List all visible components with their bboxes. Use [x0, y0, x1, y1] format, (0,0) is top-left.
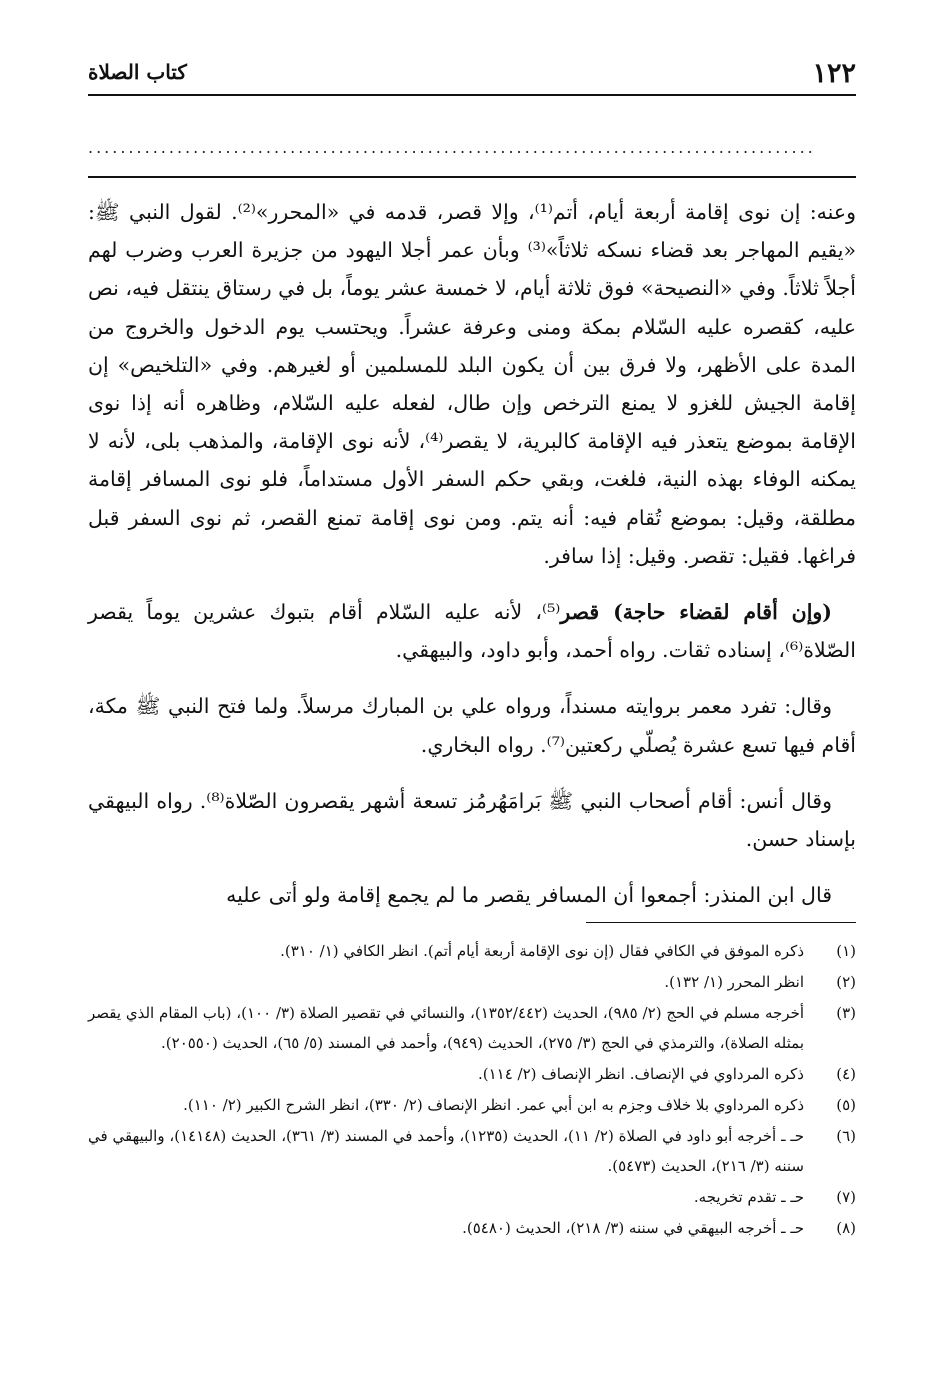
footnote — [88, 1121, 856, 1181]
footnote-number: (٨) — [836, 1219, 856, 1237]
footnotes — [88, 936, 856, 1244]
footnote-rule — [586, 922, 856, 923]
running-header — [88, 58, 856, 98]
footnote — [88, 1090, 856, 1120]
footnote — [88, 967, 856, 997]
footnote — [88, 1213, 856, 1243]
footnote-text: حـ ـ أخرجه البيهقي في سننه (٣/ ٢١٨)، الحديث (٥٤٨٠). — [462, 1219, 804, 1237]
footnote — [88, 1059, 856, 1089]
footnote-number: (٦) — [836, 1127, 856, 1145]
footnote-number: (٤) — [836, 1065, 856, 1083]
footnote — [88, 936, 856, 966]
page-number: ١٢٢ — [812, 58, 856, 89]
footnote-text: ذكره المرداوي بلا خلاف وجزم به ابن أبي عمر. انظر الإنصاف (٢/ ٣٣٠)، انظر الشرح الكبير (٢/ ١١٠). — [183, 1096, 804, 1114]
paragraph-2-text: ⁽⁵⁾، لأنه عليه السّلام أقام بتبوك عشرين يوماً يقصر الصّلاة⁽⁶⁾، إسناده ثقات. رواه أحمد، وأبو داود، والبيهقي. — [88, 600, 856, 663]
book-title: كتاب الصلاة — [88, 60, 187, 84]
paragraph-5: قال ابن المنذر: أجمعوا أن المسافر يقصر ما لم يجمع إقامة ولو أتى عليه — [226, 883, 832, 908]
header-rule — [88, 94, 856, 96]
elision-dots: .......................................................................................... — [88, 138, 816, 157]
footnote-text: ذكره المرداوي في الإنصاف. انظر الإنصاف (٢/ ١١٤). — [477, 1065, 804, 1083]
footnote-number: (٣) — [836, 1004, 856, 1022]
footnote — [88, 998, 856, 1058]
footnote-number: (٢) — [836, 973, 856, 991]
paragraph-2 — [88, 593, 856, 669]
footnote-number: (٥) — [836, 1096, 856, 1114]
footnote-text: حـ ـ أخرجه أبو داود في الصلاة (٢/ ١١)، الحديث (١٢٣٥)، وأحمد في المسند (٣/ ٣٦١)، الحديث (١٤١٤٨)، والبيهقي في سننه (٣/ ٢١٦)، الحديث (٥٤٧٣). — [88, 1127, 804, 1175]
footnote-text: حـ ـ تقدم تخريجه. — [693, 1188, 804, 1206]
footnote-text: انظر المحرر (١/ ١٣٢). — [664, 973, 804, 991]
footnote — [88, 1182, 856, 1212]
paragraph-3: وقال: تفرد معمر بروايته مسنداً، ورواه علي بن المبارك مرسلاً. ولما فتح النبي ﷺ مكة، أقام فيها تسع عشرة يُصلّي ركعتين⁽⁷⁾. رواه البخاري. — [88, 694, 856, 757]
matn-quote: (وإن أقام لقضاء حاجة) قصر — [560, 600, 832, 625]
footnote-text: أخرجه مسلم في الحج (٢/ ٩٨٥)، الحديث (١٣٥٢/٤٤٢)، والنسائي في تقصير الصلاة (٣/ ١٠٠)، (باب المقام الذي يقصر بمثله الصلاة)، والترمذي في الحج (٣/ ٢٧٥)، الحديث (٩٤٩)، وأحمد في المسند (٥/ ٦٥)، الحديث (٢٠٥٥٠). — [88, 1004, 805, 1052]
paragraph-4: وقال أنس: أقام أصحاب النبي ﷺ بَرامَهُرمُز تسعة أشهر يقصرون الصّلاة⁽⁸⁾. رواه البيهقي بإسناد حسن. — [88, 788, 856, 852]
footnote-text: ذكره الموفق في الكافي فقال (إن نوى الإقامة أربعة أيام أتم). انظر الكافي (١/ ٣١٠). — [280, 942, 804, 960]
footnote-number: (١) — [836, 942, 856, 960]
main-text — [88, 193, 856, 921]
paragraph-1: وعنه: إن نوى إقامة أربعة أيام، أتم⁽¹⁾، وإلا قصر، قدمه في «المحرر»⁽²⁾. لقول النبي ﷺ: «يقيم المهاجر بعد قضاء نسكه ثلاثاً»⁽³⁾ وبأن عمر أجلا اليهود من جزيرة العرب وضرب لهم أجلاً ثلاثاً. وفي «النصيحة» فوق ثلاثة أيام، لا خمسة عشر يوماً، بل في رستاق ينتقل فيه، نص عليه، كقصره عليه السّلام بمكة ومنى وعرفة عشراً. ويحتسب يوم الدخول والخروج من المدة على الأظهر، ولا فرق بين أن يكون البلد للمسلمين أو لغيرهم. وفي «التلخيص» إن إقامة الجيش للغزو لا يمنع الترخص وإن طال، لفعله عليه السّلام، وظاهره أنه إذا نوى الإقامة بموضع يتعذر فيه الإقامة كالبرية، لا يقصر⁽⁴⁾، لأنه نوى الإقامة، والمذهب بلى، لأنه لا يمكنه الوفاء بهذه النية، فلغت، وبقي حكم السفر الأول مستداماً، فلو نوى المسافر إقامة مطلقة، وقيل: بموضع تُقام فيه: أنه يتم. ومن نوى إقامة تمنع القصر، ثم نوى السفر قبل فراغها. فقيل: تقصر. وقيل: إذا سافر. — [88, 200, 856, 568]
text-rule — [88, 176, 856, 178]
footnote-number: (٧) — [836, 1188, 856, 1206]
